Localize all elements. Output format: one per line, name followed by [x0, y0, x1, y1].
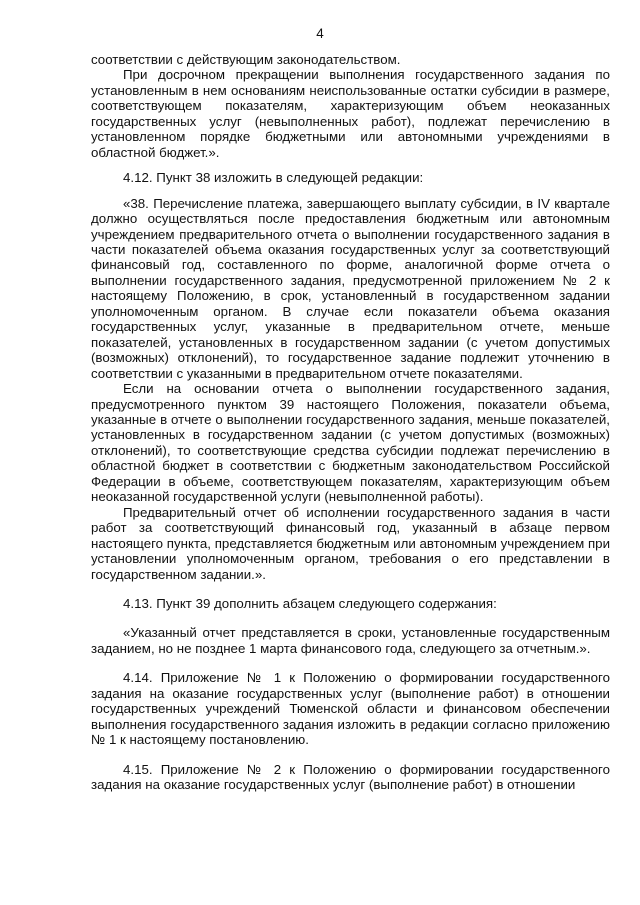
paragraph-item-4-14: 4.14. Приложение № 1 к Положению о формировании государственного задания на оказание государственных услуг (выполнение работ) в отношении государственных учреждений Тюменской области и финансовом обеспечении выполнения государственного задания изложить в редакции согласно приложению № 1 к настоящему постановлению.	[91, 670, 610, 748]
page-number: 4	[316, 26, 324, 41]
paragraph-early-termination: При досрочном прекращении выполнения государственного задания по установленным в нем основаниям неиспользованные остатки субсидии в размере, соответствующем показателям, характеризующим объем неоказанных государственных услуг (невыполненных работ), подлежат перечислению в установленном порядке бюджетными или автономными учреждениями в областной бюджет.».	[91, 67, 610, 160]
paragraph-clause-38: «38. Перечисление платежа, завершающего выплату субсидии, в IV квартале должно осуществляться после предоставления бюджетным или автономным учреждением предварительного отчета о выполнении государственного задания в части показателей объема оказания государственных услуг за соответствующий финансовый год, составленного по форме, аналогичной форме отчета о выполнении государственного задания, предусмотренной приложением № 2 к настоящему Положению, в срок, установленный в государственном задании уполномоченным органом. В случае если показатели объема оказания государственных услуг, указанные в предварительном отчете, меньше показателей, установленных в государственном задании (с учетом допустимых (возможных) отклонений), то государственное задание подлежит уточнению в соответствии с указанными в предварительном отчете показателями.	[91, 195, 610, 381]
paragraph-item-4-15: 4.15. Приложение № 2 к Положению о формировании государственного задания на оказание государственных услуг (выполнение работ) в отношении	[91, 761, 610, 793]
paragraph-continuation: соответствии с действующим законодательством.	[91, 52, 401, 67]
paragraph-item-4-13: 4.13. Пункт 39 дополнить абзацем следующего содержания:	[123, 595, 497, 611]
paragraph-clause-39-addition: «Указанный отчет представляется в сроки, установленные государственным заданием, но не позднее 1 марта финансового года, следующего за отчетным.».	[91, 625, 610, 656]
paragraph-item-4-12: 4.12. Пункт 38 изложить в следующей редакции:	[123, 170, 424, 186]
document-body	[91, 52, 610, 792]
paragraph-report-basis: Если на основании отчета о выполнении государственного задания, предусмотренного пунктом 39 настоящего Положения, показатели объема, указанные в отчете о выполнении государственного задания, меньше показателей, установленных в государственном задании (с учетом допустимых (возможных) отклонений), то соответствующие средства субсидии подлежат перечислению в областной бюджет в соответствии с бюджетным законодательством Российской Федерации в объеме, соответствующем показателям, характеризующим объем неоказанной государственной услуги (невыполненной работы).	[91, 381, 610, 505]
paragraph-preliminary-report: Предварительный отчет об исполнении государственного задания в части работ за соответствующий финансовый год, указанный в абзаце первом настоящего пункта, представляется бюджетным или автономным учреждением при установлении уполномоченным органом, требования о его представлении в государственном задании.».	[91, 504, 610, 582]
